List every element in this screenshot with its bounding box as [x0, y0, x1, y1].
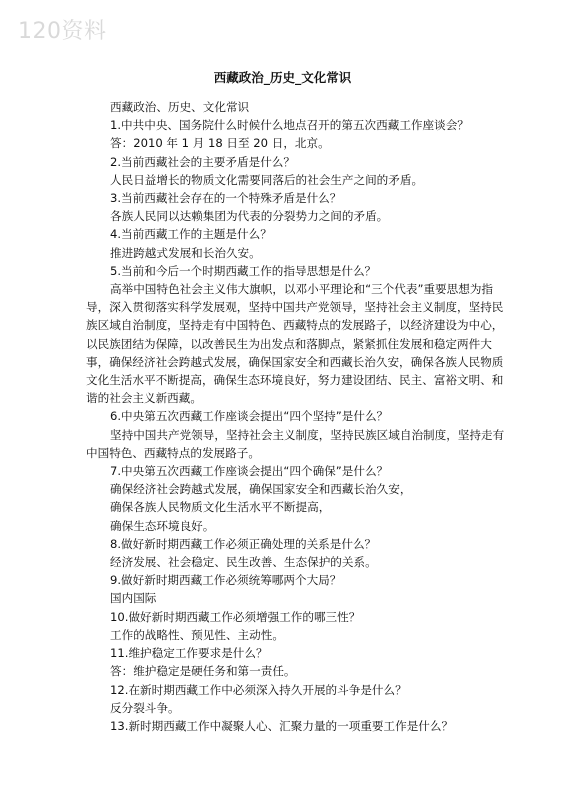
question-3: 3.当前西藏社会存在的一个特殊矛盾是什么？: [110, 191, 342, 206]
answer-8: 经济发展、社会稳定、民生改善、生态保护的关系。: [110, 555, 377, 570]
document-body: [86, 98, 506, 735]
answer-12: 反分裂斗争。: [110, 700, 180, 715]
question-1: 1.中共中央、国务院什么时候什么地点召开的第五次西藏工作座谈会？: [110, 118, 469, 133]
question-11: 11.维护稳定工作要求是什么？: [110, 646, 268, 661]
answer-10: 工作的战略性、预见性、主动性。: [110, 627, 284, 642]
question-5: 5.当前和今后一个时期西藏工作的指导思想是什么？: [110, 263, 377, 278]
answer-4: 推进跨越式发展和长治久安。: [110, 245, 261, 260]
document-title: 西藏政治_历史_文化常识: [213, 70, 352, 85]
answer-1: 答：2010 年 1 月 18 日至 20 日，北京。: [110, 136, 330, 151]
answer-7-line-3: 确保生态环境良好。: [110, 518, 215, 533]
answer-7-line-2: 确保各族人民物质文化生活水平不断提高，: [110, 500, 331, 515]
question-10: 10.做好新时期西藏工作必须增强工作的哪三性？: [110, 609, 361, 624]
answer-11: 答：维护稳定是硬任务和第一责任。: [110, 664, 296, 679]
watermark: 120资料: [18, 19, 107, 44]
question-8: 8.做好新时期西藏工作必须正确处理的关系是什么？: [110, 536, 377, 551]
question-2: 2.当前西藏社会的主要矛盾是什么？: [110, 154, 295, 169]
answer-9: 国内国际: [110, 591, 157, 606]
question-13: 13.新时期西藏工作中凝聚人心、汇聚力量的一项重要工作是什么？: [110, 718, 454, 733]
question-4: 4.当前西藏工作的主题是什么？: [110, 227, 272, 242]
answer-6: 坚持中国共产党领导，坚持社会主义制度，坚持民族区域自治制度，坚持走有中国特色、西藏特点的发展路子。: [86, 427, 505, 460]
section-heading: 西藏政治、历史、文化常识: [110, 100, 250, 114]
question-7: 7.中央第五次西藏工作座谈会提出“四个确保”是什么？: [110, 464, 389, 479]
answer-3: 各族人民同以达赖集团为代表的分裂势力之间的矛盾。: [110, 209, 389, 224]
question-12: 12.在新时期西藏工作中必须深入持久开展的斗争是什么？: [110, 682, 407, 697]
question-6: 6.中央第五次西藏工作座谈会提出“四个坚持”是什么？: [110, 409, 389, 424]
question-9: 9.做好新时期西藏工作必须统筹哪两个大局？: [110, 573, 342, 588]
answer-5: 高举中国特色社会主义伟大旗帜，以邓小平理论和“三个代表”重要思想为指导，深入贯彻落实科学发展观，坚持中国共产党领导，坚持社会主义制度，坚持民族区域自治制度，坚持走有中国特色、西藏特点的发展路子，以经济建设为中心，以民族团结为保障，以改善民生为出发点和落脚点，紧紧抓住发展和稳定两件大事，确保经济社会跨越式发展，确保国家安全和西藏长治久安，确保各族人民物质文化生活水平不断提高，确保生态环境良好，努力建设团结、民主、富裕文明、和谐的社会主义新西藏。: [86, 282, 504, 406]
answer-2: 人民日益增长的物质文化需要同落后的社会生产之间的矛盾。: [110, 172, 424, 187]
answer-7-line-1: 确保经济社会跨越式发展，确保国家安全和西藏长治久安，: [110, 482, 412, 497]
